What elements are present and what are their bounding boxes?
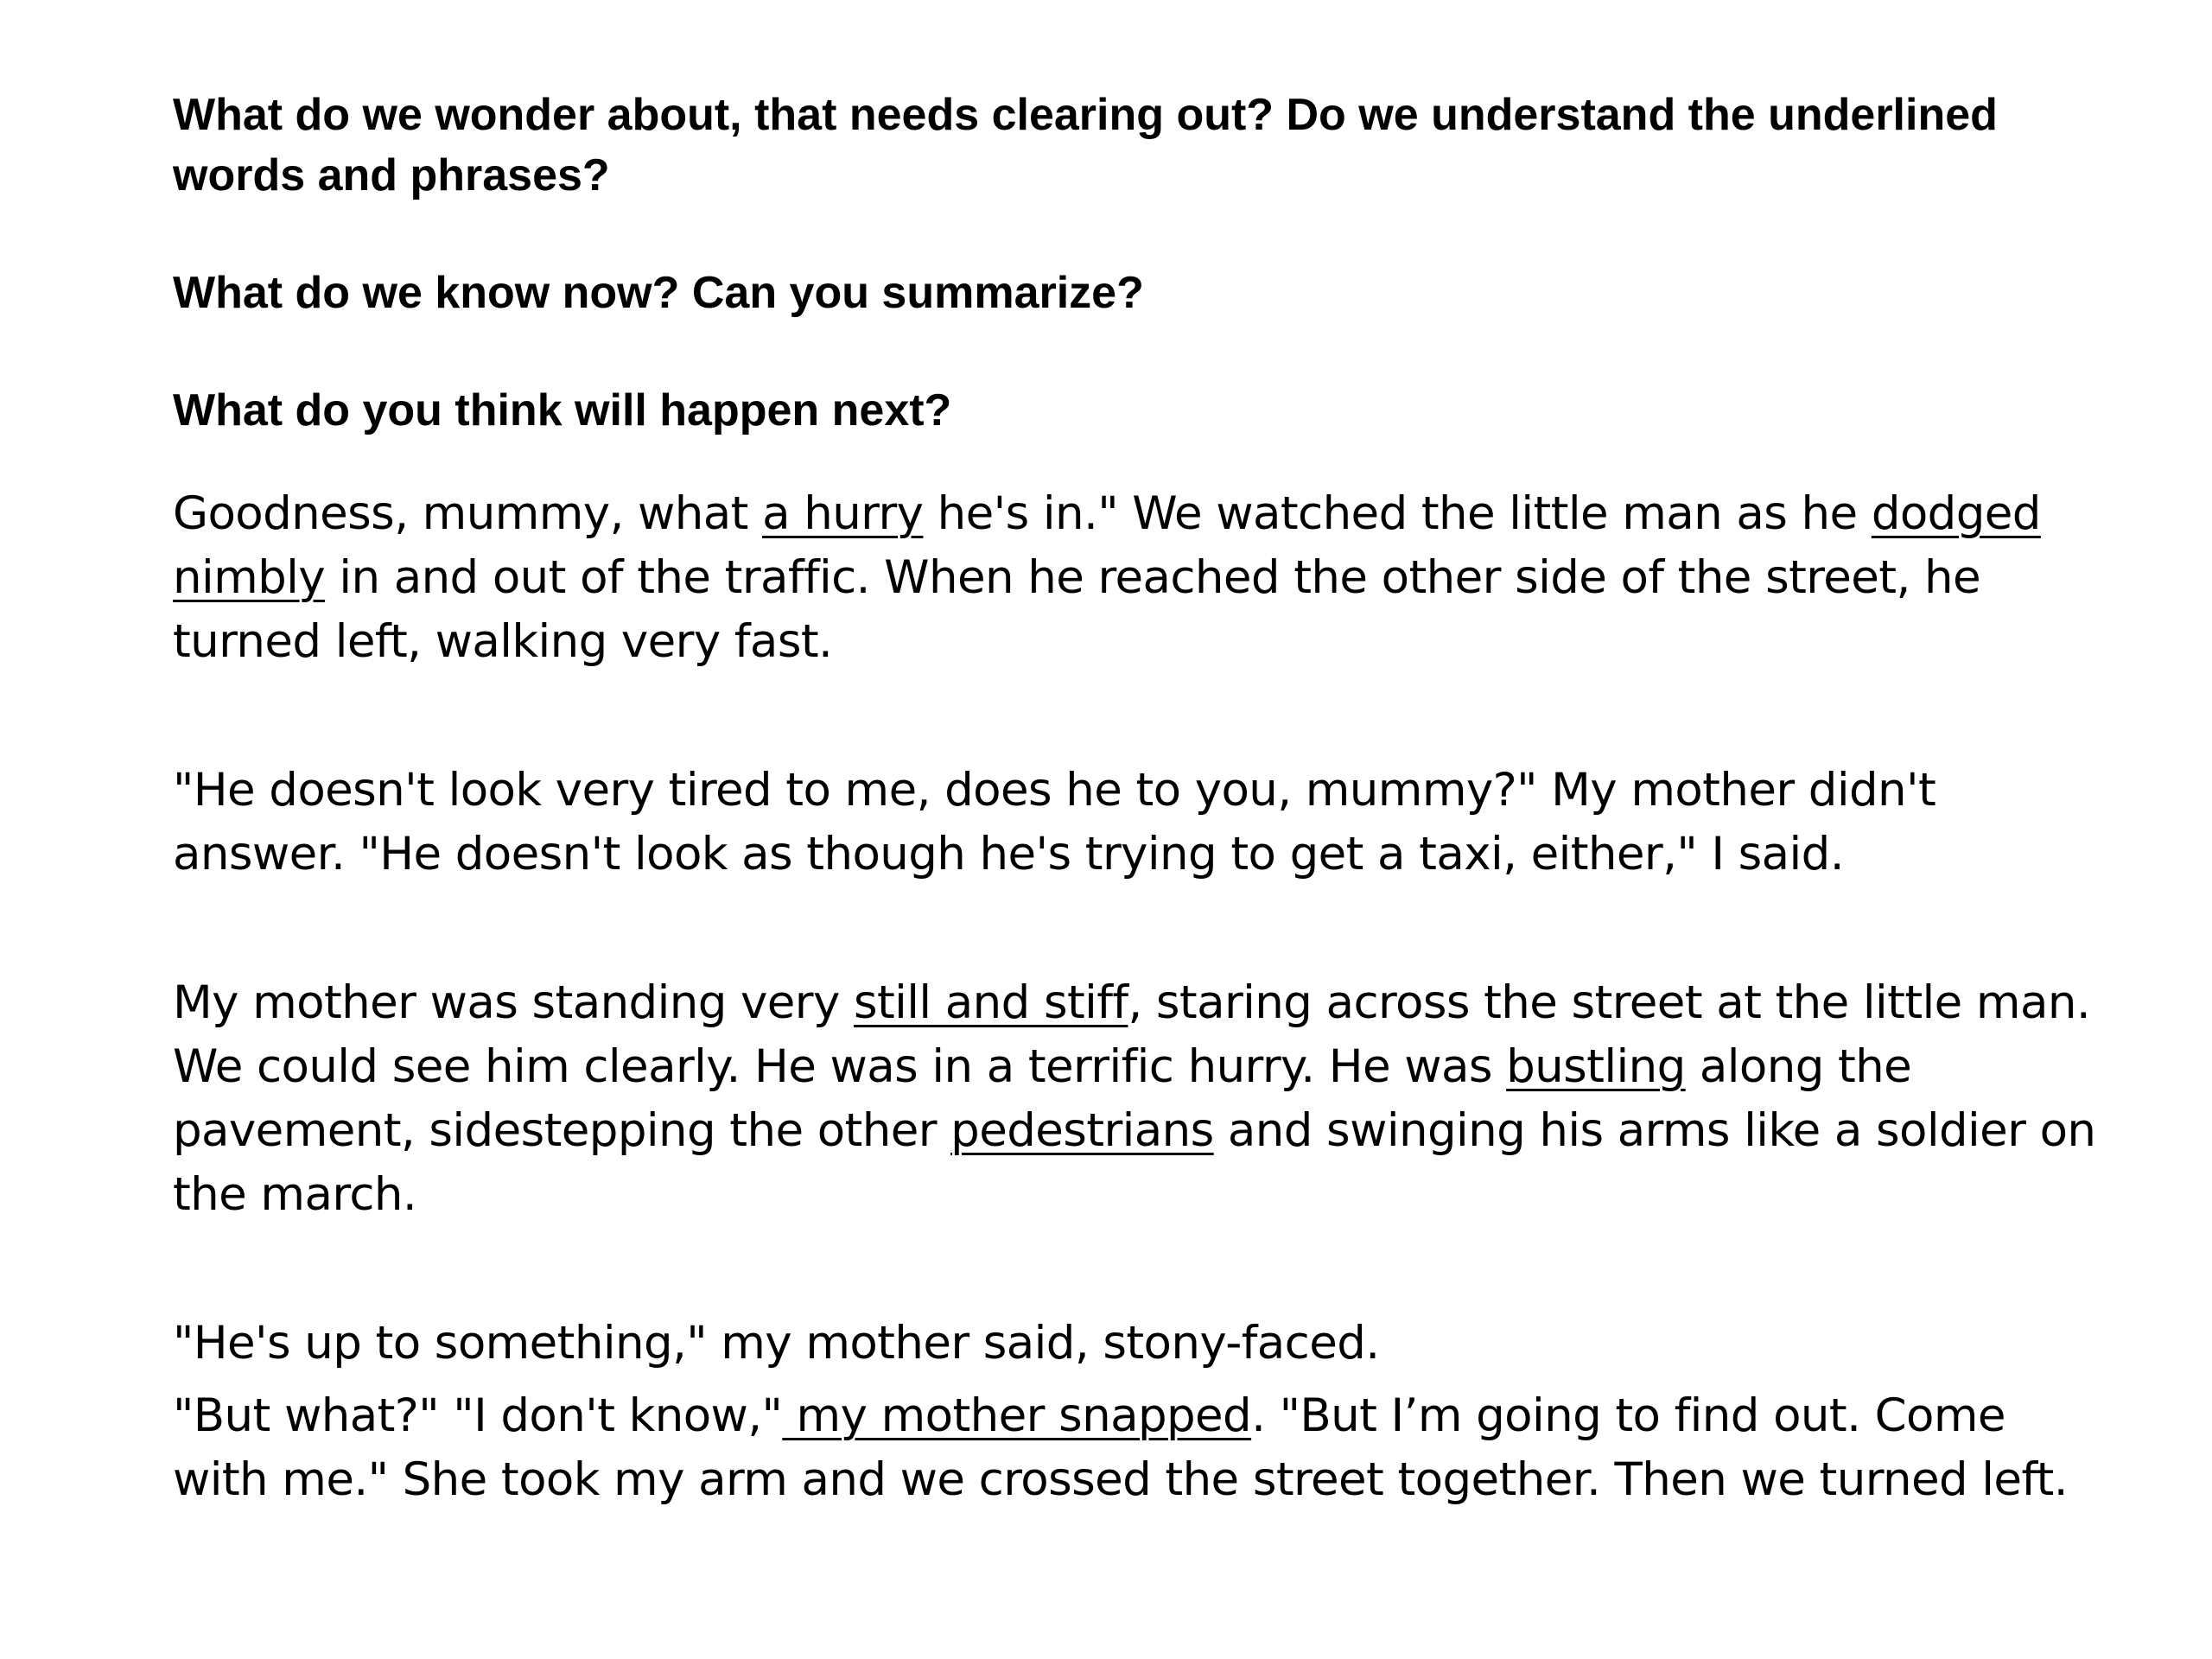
story-text: in and out of the traffic. When he reached the other side of the street, he turned left, walking very fast.: [173, 551, 1980, 668]
document-page: [173, 85, 2108, 1512]
underlined-phrase-a-hurry: a hurry: [762, 487, 924, 540]
story-text: . "But I’m going to find out. Come with me." She took my arm and we crossed the street together. Then we turned left.: [173, 1389, 2068, 1506]
story-text: and swinging his arms like a soldier on the march.: [173, 1104, 2096, 1221]
story-paragraph-1: [173, 482, 2108, 674]
story-paragraph-4: [173, 1312, 2108, 1376]
underlined-phrase-dodged-nimbly: dodged nimbly: [173, 487, 2041, 604]
story-text: he's in." We watched the little man as he: [923, 487, 1872, 540]
story-text: along the pavement, sidestepping the other: [173, 1040, 1912, 1157]
story-paragraph-5: [173, 1384, 2108, 1512]
story-text: "He's up to something," my mother said, stony-faced.: [173, 1317, 1380, 1370]
story-text: My mother was standing very: [173, 976, 854, 1029]
story-paragraph-3: [173, 971, 2108, 1227]
underlined-phrase-still-and-stiff: still and stiff: [853, 976, 1128, 1029]
question-clarify: What do we wonder about, that needs clearing out? Do we understand the underlined words and phrases?: [173, 90, 1998, 200]
question-summarize: What do we know now? Can you summarize?: [173, 268, 1144, 318]
story-text: Goodness, mummy, what: [173, 487, 763, 540]
underlined-word-bustling: bustling: [1506, 1040, 1686, 1093]
story-text: "He doesn't look very tired to me, does he to you, mummy?" My mother didn't answer. "He doesn't look as though he's trying to get a taxi, either," I said.: [173, 764, 1936, 880]
underlined-word-pedestrians: pedestrians: [950, 1104, 1214, 1157]
story-text: "But what?" "I don't know,": [173, 1389, 783, 1442]
story-text: , staring across the street at the little man. We could see him clearly. He was in a terrific hurry. He was: [173, 976, 2091, 1093]
underlined-phrase-my-mother-snapped: my mother snapped: [782, 1389, 1252, 1442]
story-paragraph-2: [173, 759, 2108, 887]
question-predict: What do you think will happen next?: [173, 385, 952, 435]
